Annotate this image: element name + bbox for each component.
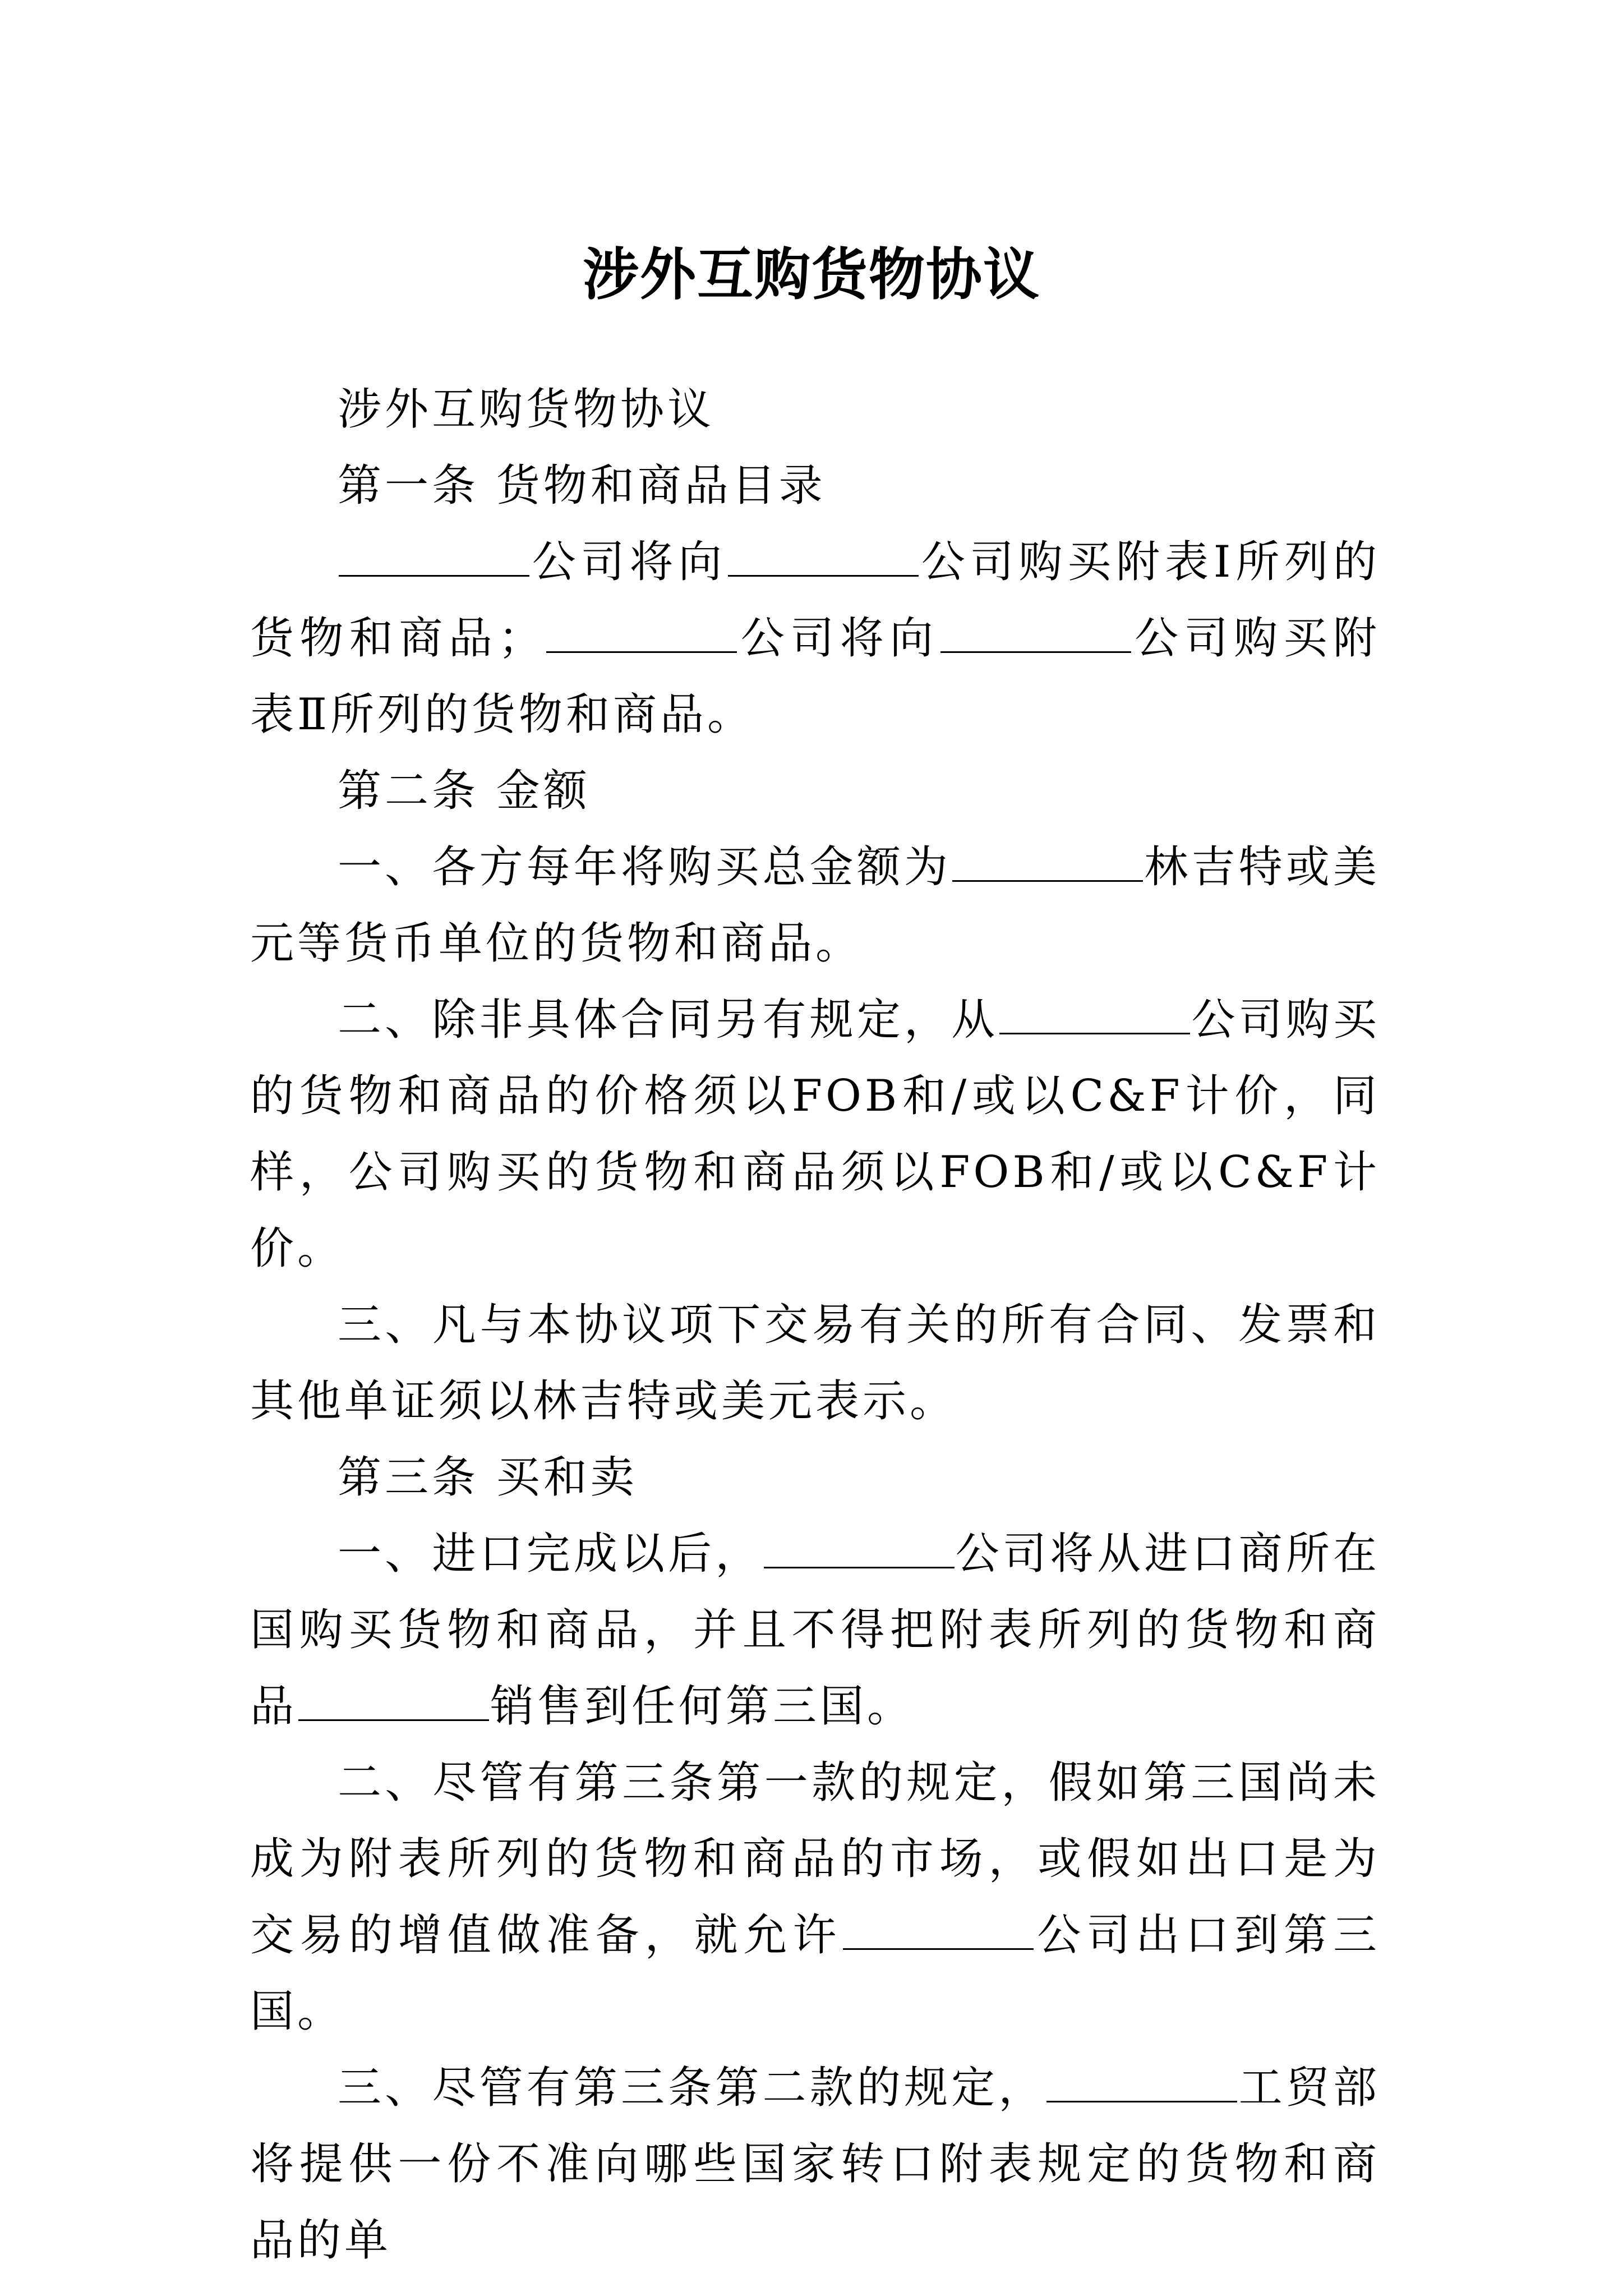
paragraph-text: 二、尽管有第三条第一款的规定，假如第三国尚未成为附表所列的货物和商品的市场，或假如出口是为交易的增值做准备，就允许 xyxy=(250,1757,1380,1961)
blank-field xyxy=(339,530,529,577)
article-2-clause-3 xyxy=(250,1287,1380,1439)
blank-field xyxy=(999,988,1190,1034)
paragraph-text: 一、进口完成以后， xyxy=(338,1529,763,1579)
paragraph-text: 第一条 货物和商品目录 xyxy=(338,461,826,511)
article-3-clause-1 xyxy=(250,1516,1380,1745)
paragraph-text: 工贸部将提供一份不准向哪些国家转口附表规定的货物和商品的单 xyxy=(250,2063,1380,2266)
paragraph-text: 三、凡与本协议项下交易有关的所有合同、发票和其他单证须以林吉特或美元表示。 xyxy=(250,1300,1380,1427)
article-1-clause xyxy=(250,524,1380,753)
article-1-title xyxy=(250,448,1380,524)
blank-field xyxy=(1046,2056,1237,2102)
paragraph-text: 公司出口到第三国。 xyxy=(250,1910,1380,2037)
paragraph-text: 林吉特或美元等货币单位的货物和商品。 xyxy=(250,842,1380,969)
paragraph-text: 第二条 金额 xyxy=(338,766,591,816)
blank-field xyxy=(940,606,1131,653)
article-3-clause-2 xyxy=(250,1745,1380,2050)
paragraph-text: 二、除非具体合同另有规定，从 xyxy=(338,995,999,1045)
article-3-clause-3 xyxy=(250,2050,1380,2279)
paragraph-text: 三、尽管有第三条第二款的规定， xyxy=(338,2063,1046,2113)
blank-field xyxy=(728,530,919,577)
paragraph-text: 销售到任何第三国。 xyxy=(490,1681,915,1732)
paragraph-text: 公司购买的货物和商品的价格须以FOB和/或以C&F计价，同样，公司购买的货物和商品须以FOB和/或以C&F计价。 xyxy=(250,995,1380,1274)
paragraph-text: 公司购买附表Ⅰ所列的货物和商品； xyxy=(250,537,1380,664)
blank-field xyxy=(546,606,737,653)
article-3-title xyxy=(250,1439,1380,1516)
paragraph-text: 涉外互购货物协议 xyxy=(338,384,715,435)
paragraph-text: 一、各方每年将购买总金额为 xyxy=(338,842,952,892)
article-2-clause-2 xyxy=(250,982,1380,1287)
paragraph-heading xyxy=(250,371,1380,448)
blank-field xyxy=(952,835,1143,882)
article-2-clause-1 xyxy=(250,829,1380,982)
blank-field xyxy=(298,1674,489,1721)
blank-field xyxy=(843,1903,1034,1950)
paragraph-text: 公司购买附表Ⅱ所列的货物和商品。 xyxy=(250,613,1380,740)
blank-field xyxy=(764,1522,955,1568)
document-body xyxy=(250,371,1380,2279)
paragraph-text: 第三条 买和卖 xyxy=(338,1452,638,1503)
paragraph-text: 公司将向 xyxy=(738,613,939,664)
paragraph-text: 公司将从进口商所在国购买货物和商品，并且不得把附表所列的货物和商品 xyxy=(250,1529,1380,1732)
document-title: 涉外互购货物协议 xyxy=(583,241,1040,307)
paragraph-text: 公司将向 xyxy=(531,537,727,587)
article-2-title xyxy=(250,753,1380,829)
